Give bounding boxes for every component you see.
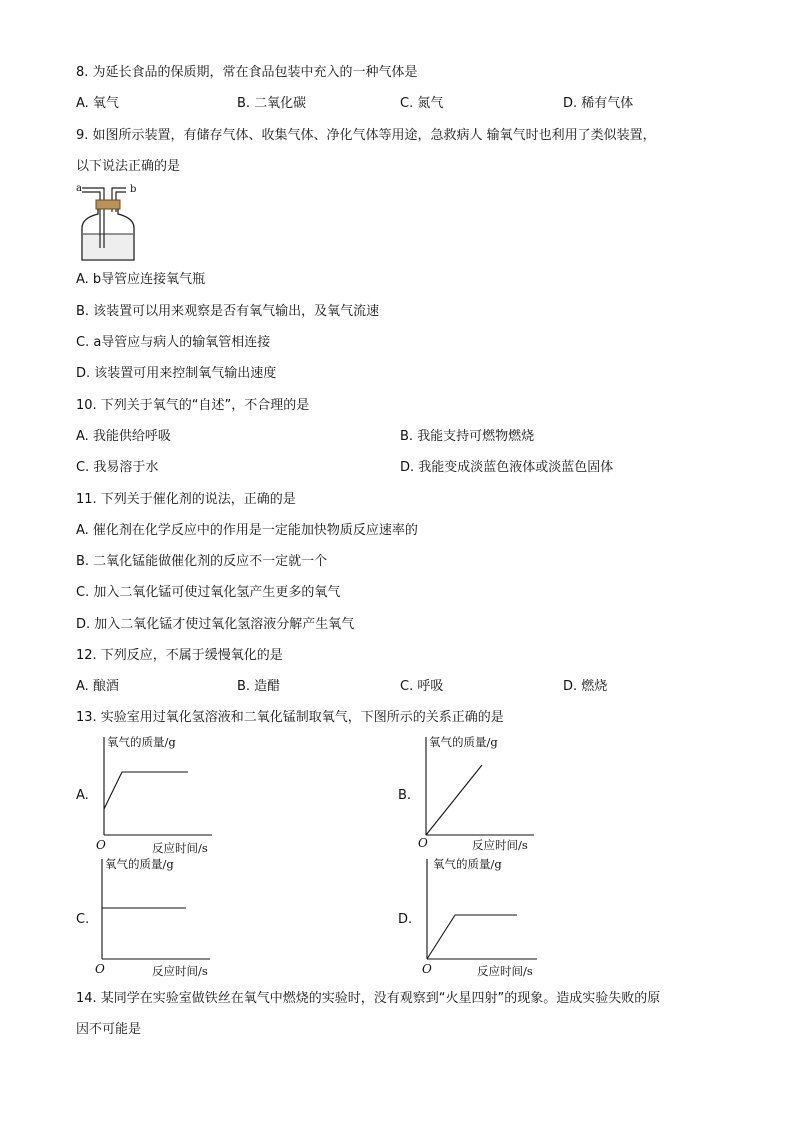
q13-chart-a-letter: A. [76,788,89,803]
q9-option-a: A. b导管应连接氧气瓶 [76,272,206,287]
chart-b-xlabel: 反应时间/s [472,838,528,852]
q12-option-c: C. 呼吸 [400,679,444,694]
chart-b-curve [426,765,482,835]
tube-b-label: b [130,184,137,195]
liquid [83,234,133,259]
chart-c-xlabel: 反应时间/s [152,964,208,978]
rubber-stopper [96,200,120,209]
q13-chart-a [92,733,232,858]
q11-option-d: D. 加入二氧化锰才使过氧化氢溶液分解产生氧气 [76,617,355,632]
q11-option-b: B. 二氧化锰能做催化剂的反应不一定就一个 [76,554,328,569]
q14-stem-line2: 因不可能是 [76,1022,142,1037]
q9-option-d: D. 该装置可用来控制氧气输出速度 [76,366,277,381]
q13-chart-c [90,855,230,980]
gas-washing-bottle-diagram [74,180,144,264]
q13-chart-c-letter: C. [76,912,90,927]
q8-stem: 8. 为延长食品的保质期，常在食品包装中充入的一种气体是 [76,65,418,80]
q13-stem: 13. 实验室用过氧化氢溶液和二氧化锰制取氧气，下图所示的关系正确的是 [76,710,504,725]
chart-d-ylabel: 氧气的质量/g [433,857,502,871]
q13-chart-b [414,733,554,858]
q12-option-d: D. 燃烧 [563,679,608,694]
q9-stem-line2: 以下说法正确的是 [76,159,181,174]
gas-washing-bottle-figure [74,180,144,264]
q10-option-b: B. 我能支持可燃物燃烧 [400,429,535,444]
q12-option-b: B. 造醋 [237,679,281,694]
q11-option-c: C. 加入二氧化锰可使过氧化氢产生更多的氧气 [76,585,341,600]
q9-option-b: B. 该装置可以用来观察是否有氧气输出，及氧气流速 [76,304,380,319]
chart-c-origin: O [95,962,105,976]
chart-a-origin: O [96,838,106,852]
chart-d-origin: O [422,962,432,976]
chart-c-ylabel: 氧气的质量/g [105,857,174,871]
q10-option-a: A. 我能供给呼吸 [76,429,171,444]
q8-option-a: A. 氧气 [76,96,119,111]
chart-a-curve [104,772,188,809]
q10-stem: 10. 下列关于氧气的“自述”，不合理的是 [76,398,310,413]
q14-stem-line1: 14. 某同学在实验室做铁丝在氧气中燃烧的实验时，没有观察到“火星四射”的现象。造成实验失败的原 [76,991,661,1006]
chart-a-ylabel: 氧气的质量/g [107,735,176,749]
q13-chart-d [415,855,555,980]
q11-option-a: A. 催化剂在化学反应中的作用是一定能加快物质反应速率的 [76,523,418,538]
q12-option-a: A. 酿酒 [76,679,119,694]
chart-b-ylabel: 氧气的质量/g [429,735,498,749]
chart-b-origin: O [418,836,428,850]
q9-option-c: C. a导管应与病人的输氧管相连接 [76,335,271,350]
chart-d-xlabel: 反应时间/s [477,964,533,978]
chart-d-curve [427,915,517,959]
chart-a-xlabel: 反应时间/s [152,841,208,855]
q13-chart-d-letter: D. [398,912,413,927]
q9-stem-line1: 9. 如图所示装置，有储存气体、收集气体、净化气体等用途，急救病人 输氧气时也利用了类似装置， [76,128,656,143]
q10-option-d: D. 我能变成淡蓝色液体或淡蓝色固体 [400,460,614,475]
q13-chart-b-letter: B. [398,788,412,803]
q11-stem: 11. 下列关于催化剂的说法，正确的是 [76,492,296,507]
q8-option-b: B. 二氧化碳 [237,96,307,111]
tube-a-label: a [76,183,82,194]
q10-option-c: C. 我易溶于水 [76,460,159,475]
q8-option-d: D. 稀有气体 [563,96,634,111]
q8-option-c: C. 氮气 [400,96,444,111]
q12-stem: 12. 下列反应，不属于缓慢氧化的是 [76,648,283,663]
